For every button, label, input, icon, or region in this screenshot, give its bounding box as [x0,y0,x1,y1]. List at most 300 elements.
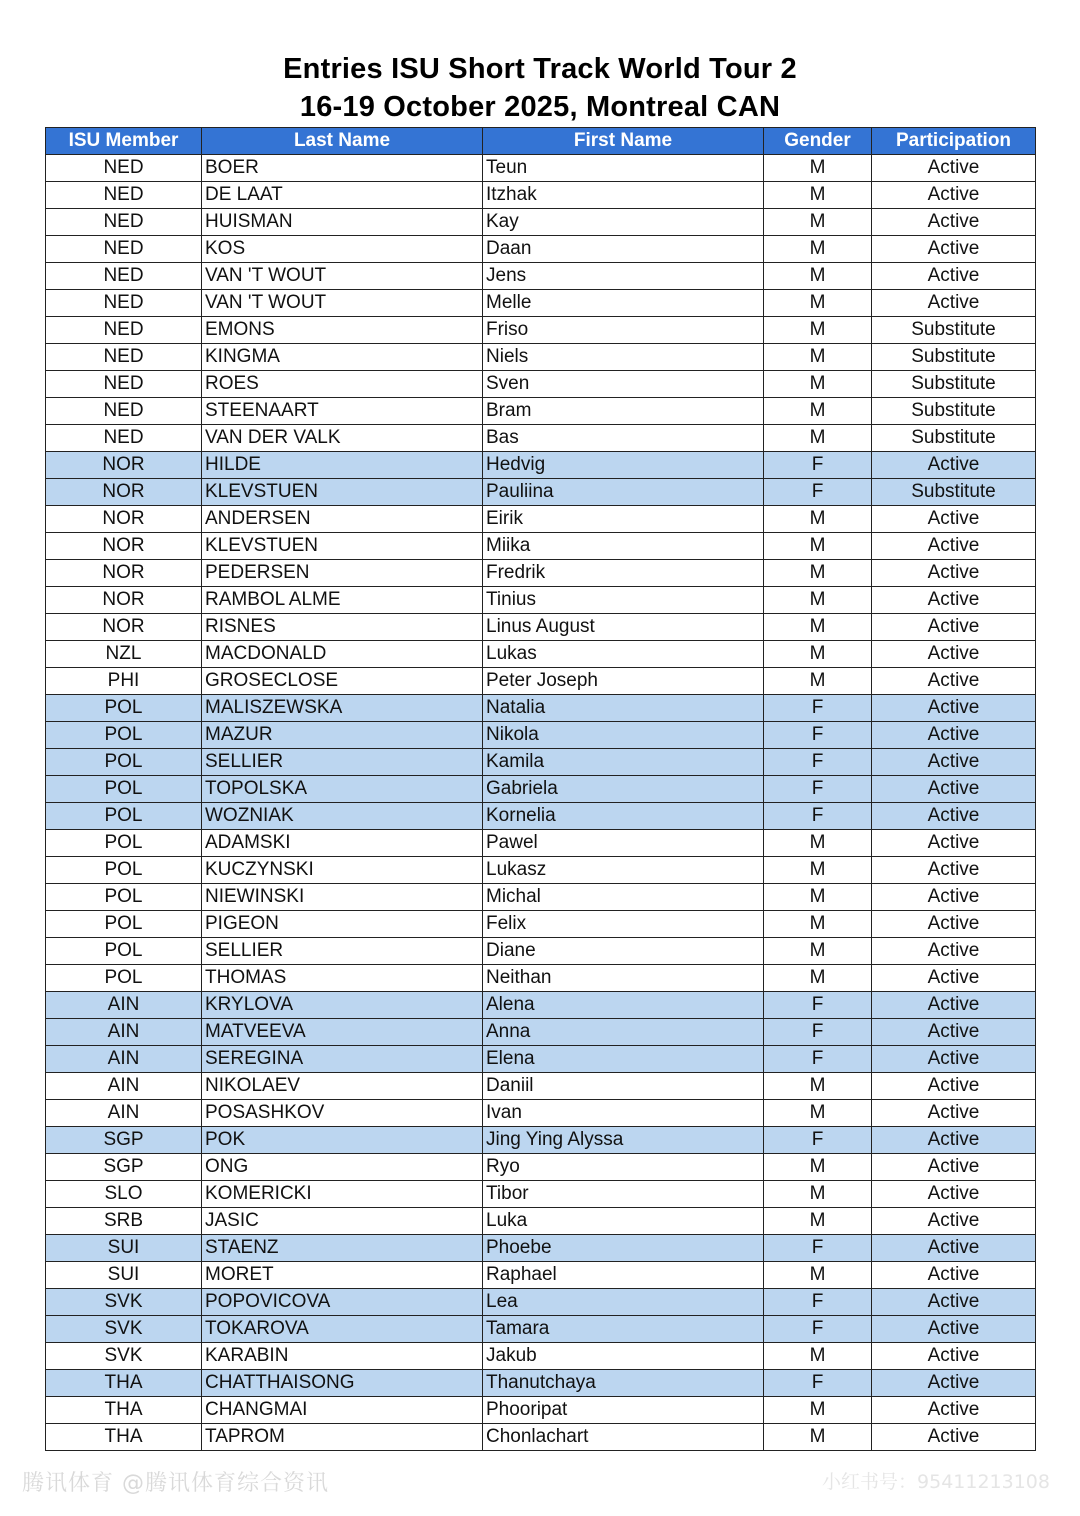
cell-isu-member: THA [46,1397,202,1424]
cell-participation: Active [872,911,1036,938]
cell-first-name: Michal [483,884,764,911]
cell-gender: F [764,452,872,479]
cell-first-name: Bram [483,398,764,425]
table-row [46,587,1036,614]
cell-participation: Active [872,1046,1036,1073]
cell-gender: F [764,722,872,749]
cell-participation: Active [872,1019,1036,1046]
cell-last-name: CHANGMAI [202,1397,483,1424]
cell-participation: Active [872,155,1036,182]
table-row [46,1181,1036,1208]
cell-last-name: NIEWINSKI [202,884,483,911]
table-row [46,209,1036,236]
cell-first-name: Lukas [483,641,764,668]
cell-first-name: Ivan [483,1100,764,1127]
cell-participation: Active [872,1154,1036,1181]
cell-first-name: Elena [483,1046,764,1073]
table-row [46,1370,1036,1397]
cell-first-name: Phooripat [483,1397,764,1424]
cell-isu-member: NED [46,209,202,236]
cell-isu-member: SVK [46,1316,202,1343]
cell-isu-member: POL [46,911,202,938]
table-row [46,425,1036,452]
cell-gender: F [764,1235,872,1262]
cell-first-name: Luka [483,1208,764,1235]
table-row [46,1046,1036,1073]
header-participation: Participation [872,128,1036,155]
table-row [46,344,1036,371]
cell-last-name: STEENAART [202,398,483,425]
cell-last-name: MALISZEWSKA [202,695,483,722]
cell-isu-member: SLO [46,1181,202,1208]
cell-last-name: VAN 'T WOUT [202,290,483,317]
cell-first-name: Daniil [483,1073,764,1100]
cell-last-name: DE LAAT [202,182,483,209]
cell-gender: F [764,1019,872,1046]
cell-last-name: PEDERSEN [202,560,483,587]
cell-isu-member: NOR [46,479,202,506]
cell-last-name: RAMBOL ALME [202,587,483,614]
table-row [46,641,1036,668]
cell-gender: F [764,1370,872,1397]
cell-last-name: KOMERICKI [202,1181,483,1208]
watermark-right: 小红书号：95411213108 [822,1471,1050,1493]
cell-isu-member: SGP [46,1127,202,1154]
cell-first-name: Pawel [483,830,764,857]
table-row [46,857,1036,884]
cell-gender: M [764,830,872,857]
cell-isu-member: NOR [46,506,202,533]
cell-gender: M [764,911,872,938]
table-row [46,155,1036,182]
cell-last-name: THOMAS [202,965,483,992]
title-line-2: 16-19 October 2025, Montreal CAN [299,91,781,123]
cell-participation: Active [872,965,1036,992]
table-row [46,1262,1036,1289]
table-body [46,155,1036,1451]
cell-first-name: Nikola [483,722,764,749]
cell-first-name: Diane [483,938,764,965]
cell-participation: Active [872,1424,1036,1451]
cell-gender: M [764,1181,872,1208]
table-row [46,884,1036,911]
cell-gender: F [764,1316,872,1343]
cell-gender: F [764,479,872,506]
cell-gender: M [764,1208,872,1235]
cell-isu-member: POL [46,965,202,992]
table-row [46,1235,1036,1262]
cell-last-name: WOZNIAK [202,803,483,830]
cell-isu-member: NED [46,371,202,398]
cell-isu-member: POL [46,803,202,830]
cell-gender: F [764,776,872,803]
cell-gender: M [764,1073,872,1100]
cell-isu-member: SVK [46,1289,202,1316]
cell-first-name: Tinius [483,587,764,614]
title-line-1: Entries ISU Short Track World Tour 2 [283,53,797,85]
cell-isu-member: NZL [46,641,202,668]
table-row [46,263,1036,290]
cell-participation: Substitute [872,425,1036,452]
cell-last-name: MATVEEVA [202,1019,483,1046]
cell-first-name: Linus August [483,614,764,641]
table-row [46,1208,1036,1235]
table-row [46,290,1036,317]
cell-first-name: Melle [483,290,764,317]
cell-isu-member: NOR [46,614,202,641]
cell-first-name: Friso [483,317,764,344]
table-row [46,911,1036,938]
cell-gender: M [764,587,872,614]
cell-first-name: Kay [483,209,764,236]
cell-last-name: VAN DER VALK [202,425,483,452]
cell-first-name: Pauliina [483,479,764,506]
cell-participation: Active [872,1100,1036,1127]
cell-isu-member: NOR [46,533,202,560]
cell-last-name: VAN 'T WOUT [202,263,483,290]
cell-participation: Active [872,1262,1036,1289]
cell-first-name: Kornelia [483,803,764,830]
cell-first-name: Anna [483,1019,764,1046]
cell-last-name: MACDONALD [202,641,483,668]
watermark-left: 腾讯体育 @腾讯体育综合资讯 [22,1471,329,1496]
table-row [46,614,1036,641]
cell-isu-member: NED [46,263,202,290]
cell-isu-member: NED [46,290,202,317]
table-row [46,992,1036,1019]
cell-participation: Active [872,1208,1036,1235]
cell-gender: M [764,938,872,965]
cell-participation: Active [872,695,1036,722]
cell-participation: Substitute [872,344,1036,371]
cell-last-name: TAPROM [202,1424,483,1451]
cell-first-name: Jakub [483,1343,764,1370]
table-row [46,830,1036,857]
table-row [46,1289,1036,1316]
table-row [46,236,1036,263]
cell-isu-member: POL [46,884,202,911]
cell-participation: Active [872,1343,1036,1370]
cell-last-name: HILDE [202,452,483,479]
entries-table [45,127,1036,1451]
table-row [46,1100,1036,1127]
cell-first-name: Lukasz [483,857,764,884]
cell-last-name: KLEVSTUEN [202,479,483,506]
cell-isu-member: NED [46,236,202,263]
cell-gender: M [764,344,872,371]
cell-participation: Active [872,1073,1036,1100]
cell-participation: Active [872,641,1036,668]
cell-isu-member: SVK [46,1343,202,1370]
cell-isu-member: POL [46,695,202,722]
cell-first-name: Daan [483,236,764,263]
cell-first-name: Fredrik [483,560,764,587]
cell-first-name: Ryo [483,1154,764,1181]
cell-gender: F [764,695,872,722]
cell-last-name: KARABIN [202,1343,483,1370]
table-row [46,1424,1036,1451]
cell-first-name: Natalia [483,695,764,722]
cell-first-name: Gabriela [483,776,764,803]
cell-participation: Active [872,182,1036,209]
header-isu-member: ISU Member [46,128,202,155]
table-row [46,533,1036,560]
cell-gender: M [764,884,872,911]
cell-gender: M [764,641,872,668]
cell-isu-member: THA [46,1370,202,1397]
cell-isu-member: AIN [46,1019,202,1046]
cell-first-name: Bas [483,425,764,452]
cell-gender: F [764,992,872,1019]
table-row [46,398,1036,425]
cell-gender: M [764,209,872,236]
cell-gender: M [764,668,872,695]
cell-participation: Substitute [872,371,1036,398]
cell-gender: M [764,182,872,209]
cell-last-name: CHATTHAISONG [202,1370,483,1397]
cell-first-name: Itzhak [483,182,764,209]
cell-participation: Active [872,1289,1036,1316]
cell-first-name: Eirik [483,506,764,533]
cell-participation: Active [872,1370,1036,1397]
table-row [46,1019,1036,1046]
cell-last-name: MAZUR [202,722,483,749]
cell-participation: Active [872,452,1036,479]
table-row [46,371,1036,398]
cell-isu-member: SUI [46,1235,202,1262]
cell-isu-member: SRB [46,1208,202,1235]
cell-participation: Active [872,1127,1036,1154]
cell-isu-member: NED [46,155,202,182]
table-row [46,182,1036,209]
table-row [46,317,1036,344]
cell-gender: M [764,398,872,425]
cell-first-name: Neithan [483,965,764,992]
cell-last-name: KLEVSTUEN [202,533,483,560]
cell-gender: M [764,560,872,587]
cell-first-name: Felix [483,911,764,938]
table-row [46,506,1036,533]
cell-gender: M [764,425,872,452]
cell-first-name: Raphael [483,1262,764,1289]
cell-last-name: KUCZYNSKI [202,857,483,884]
cell-last-name: ONG [202,1154,483,1181]
cell-gender: F [764,1289,872,1316]
cell-participation: Active [872,830,1036,857]
cell-gender: M [764,317,872,344]
header-last-name: Last Name [202,128,483,155]
cell-gender: M [764,857,872,884]
table-row [46,776,1036,803]
cell-isu-member: POL [46,938,202,965]
cell-last-name: ROES [202,371,483,398]
header-row [46,128,1036,155]
cell-isu-member: SUI [46,1262,202,1289]
cell-last-name: ANDERSEN [202,506,483,533]
header-gender: Gender [764,128,872,155]
cell-last-name: PIGEON [202,911,483,938]
cell-last-name: BOER [202,155,483,182]
cell-last-name: STAENZ [202,1235,483,1262]
cell-first-name: Miika [483,533,764,560]
table-row [46,452,1036,479]
cell-first-name: Tamara [483,1316,764,1343]
table-row [46,1127,1036,1154]
cell-gender: M [764,1397,872,1424]
table-row [46,965,1036,992]
cell-gender: M [764,236,872,263]
cell-last-name: NIKOLAEV [202,1073,483,1100]
cell-first-name: Kamila [483,749,764,776]
cell-participation: Active [872,1316,1036,1343]
cell-participation: Active [872,236,1036,263]
cell-isu-member: POL [46,722,202,749]
cell-last-name: TOKAROVA [202,1316,483,1343]
cell-isu-member: NOR [46,560,202,587]
cell-first-name: Teun [483,155,764,182]
cell-last-name: SELLIER [202,938,483,965]
cell-last-name: KOS [202,236,483,263]
cell-first-name: Thanutchaya [483,1370,764,1397]
cell-gender: F [764,749,872,776]
cell-gender: M [764,1262,872,1289]
cell-isu-member: NED [46,182,202,209]
cell-participation: Active [872,290,1036,317]
cell-first-name: Sven [483,371,764,398]
cell-last-name: POPOVICOVA [202,1289,483,1316]
cell-participation: Active [872,587,1036,614]
cell-gender: M [764,614,872,641]
cell-gender: M [764,506,872,533]
cell-gender: M [764,1343,872,1370]
cell-last-name: ADAMSKI [202,830,483,857]
table-row [46,1316,1036,1343]
cell-last-name: KRYLOVA [202,992,483,1019]
cell-participation: Active [872,668,1036,695]
table-row [46,803,1036,830]
cell-isu-member: AIN [46,992,202,1019]
cell-isu-member: AIN [46,1073,202,1100]
cell-participation: Active [872,722,1036,749]
document-title [0,50,1080,126]
table-row [46,722,1036,749]
cell-first-name: Tibor [483,1181,764,1208]
table-row [46,695,1036,722]
cell-isu-member: NOR [46,587,202,614]
cell-last-name: GROSECLOSE [202,668,483,695]
cell-isu-member: NED [46,425,202,452]
table-row [46,560,1036,587]
cell-gender: F [764,803,872,830]
cell-isu-member: POL [46,776,202,803]
cell-first-name: Niels [483,344,764,371]
cell-isu-member: POL [46,830,202,857]
cell-first-name: Phoebe [483,1235,764,1262]
cell-gender: F [764,1046,872,1073]
table-row [46,1154,1036,1181]
cell-participation: Active [872,776,1036,803]
cell-gender: M [764,155,872,182]
cell-isu-member: POL [46,749,202,776]
cell-participation: Active [872,1181,1036,1208]
cell-participation: Active [872,992,1036,1019]
table-row [46,938,1036,965]
cell-participation: Active [872,1235,1036,1262]
cell-participation: Active [872,884,1036,911]
cell-participation: Active [872,614,1036,641]
cell-isu-member: NED [46,317,202,344]
cell-last-name: SEREGINA [202,1046,483,1073]
cell-last-name: POK [202,1127,483,1154]
cell-isu-member: POL [46,857,202,884]
cell-isu-member: AIN [46,1100,202,1127]
header-first-name: First Name [483,128,764,155]
cell-isu-member: AIN [46,1046,202,1073]
cell-last-name: RISNES [202,614,483,641]
cell-participation: Active [872,560,1036,587]
cell-gender: M [764,533,872,560]
table-row [46,1073,1036,1100]
cell-participation: Active [872,1397,1036,1424]
cell-first-name: Jing Ying Alyssa [483,1127,764,1154]
cell-participation: Substitute [872,317,1036,344]
cell-isu-member: THA [46,1424,202,1451]
table-row [46,479,1036,506]
cell-last-name: TOPOLSKA [202,776,483,803]
cell-first-name: Alena [483,992,764,1019]
cell-participation: Active [872,263,1036,290]
cell-last-name: MORET [202,1262,483,1289]
cell-participation: Active [872,749,1036,776]
cell-first-name: Lea [483,1289,764,1316]
cell-participation: Active [872,533,1036,560]
table-row [46,749,1036,776]
cell-isu-member: NED [46,344,202,371]
cell-last-name: POSASHKOV [202,1100,483,1127]
cell-participation: Active [872,803,1036,830]
cell-participation: Active [872,209,1036,236]
cell-gender: M [764,1154,872,1181]
cell-gender: M [764,371,872,398]
cell-participation: Active [872,506,1036,533]
cell-participation: Substitute [872,398,1036,425]
table-row [46,1397,1036,1424]
cell-last-name: KINGMA [202,344,483,371]
table-row [46,668,1036,695]
cell-gender: M [764,290,872,317]
cell-first-name: Jens [483,263,764,290]
cell-last-name: HUISMAN [202,209,483,236]
cell-isu-member: NOR [46,452,202,479]
cell-first-name: Hedvig [483,452,764,479]
cell-participation: Active [872,938,1036,965]
cell-isu-member: SGP [46,1154,202,1181]
cell-last-name: SELLIER [202,749,483,776]
cell-gender: M [764,1100,872,1127]
cell-isu-member: PHI [46,668,202,695]
cell-gender: M [764,965,872,992]
cell-participation: Substitute [872,479,1036,506]
cell-isu-member: NED [46,398,202,425]
cell-last-name: EMONS [202,317,483,344]
cell-gender: M [764,1424,872,1451]
cell-last-name: JASIC [202,1208,483,1235]
cell-participation: Active [872,857,1036,884]
cell-first-name: Peter Joseph [483,668,764,695]
cell-gender: M [764,263,872,290]
table-row [46,1343,1036,1370]
cell-first-name: Chonlachart [483,1424,764,1451]
